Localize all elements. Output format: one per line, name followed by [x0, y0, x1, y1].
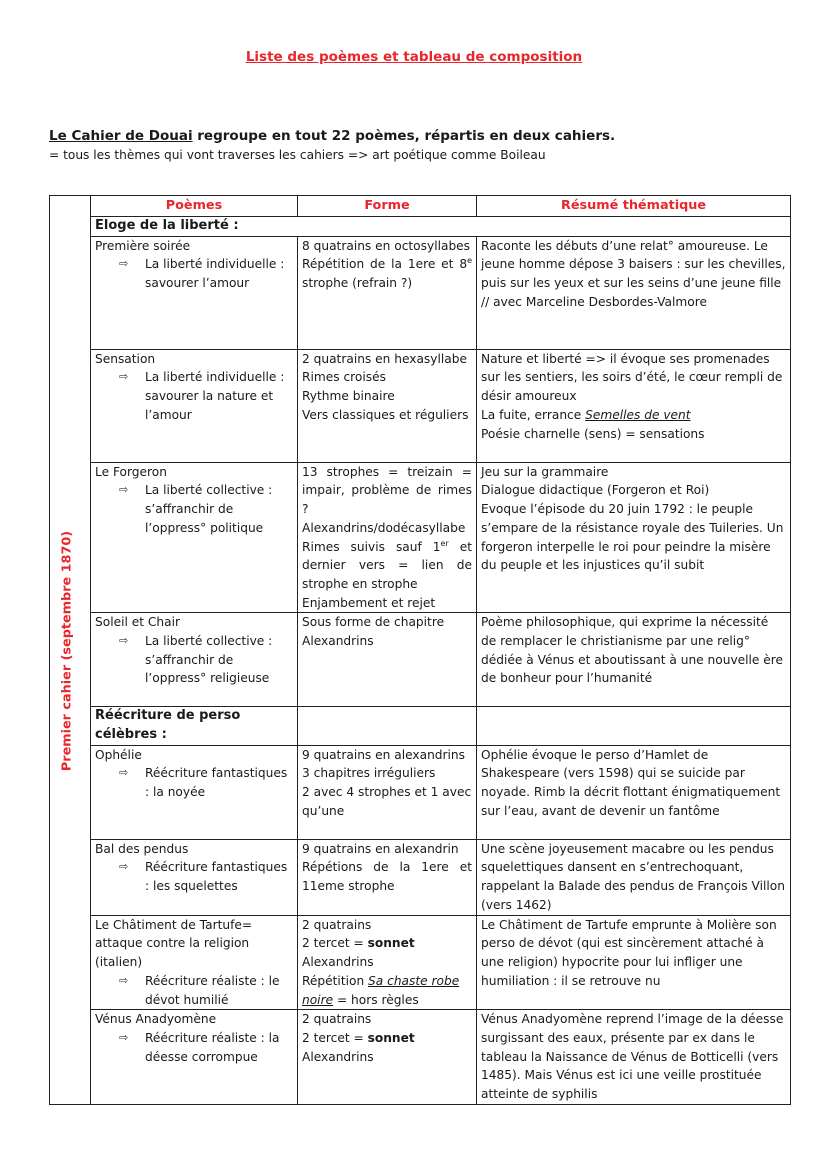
table-row — [50, 236, 791, 349]
section-row — [50, 707, 791, 745]
poem-cell — [91, 236, 298, 349]
intro — [49, 128, 809, 162]
table-row — [50, 745, 791, 839]
forme-cell — [298, 349, 477, 462]
poem-subtitle: La liberté individuelle : savourer l’amour — [145, 257, 285, 291]
table-row — [50, 915, 791, 1010]
forme-cell — [298, 462, 477, 613]
poem-name: Ophélie — [95, 747, 142, 762]
arrow-icon: ⇨ — [119, 634, 129, 648]
forme-line: Alexandrins/dodécasyllabe — [302, 520, 466, 535]
forme-line: Sous forme de chapitre — [302, 615, 445, 630]
forme-cell — [298, 613, 477, 707]
arrow-icon: ⇨ — [119, 370, 129, 384]
page-title: Liste des poèmes et tableau de composition — [245, 49, 583, 65]
poem-name: Soleil et Chair — [95, 615, 180, 630]
resume-line: Raconte les débuts d’une relat° amoureuse. Le jeune homme dépose 3 baisers : sur les chevilles, puis sur les yeux et sur les seins d’une jeune fille — [481, 238, 786, 291]
poem-subtitle: Réécriture réaliste : le dévot humilié — [145, 973, 280, 1007]
forme-line: 3 chapitres irréguliers — [302, 766, 436, 781]
col-header-resume: Résumé thématique — [477, 196, 791, 217]
resume-line: Dialogue didactique (Forgeron et Roi) — [481, 483, 710, 498]
table-row — [50, 1010, 791, 1105]
intro-heading-rest: regroupe en tout 22 poèmes, répartis en deux cahiers. — [192, 128, 616, 144]
forme-cell — [298, 745, 477, 839]
poem-name: Bal des pendus — [95, 841, 189, 856]
resume-line: La fuite, errance Semelles de vent — [481, 407, 691, 422]
section-title: Réécriture de perso célèbres : — [91, 707, 298, 745]
arrow-icon: ⇨ — [119, 860, 129, 874]
poem-subtitle: La liberté collective : s’affranchir de l’oppress° religieuse — [145, 634, 273, 686]
arrow-icon: ⇨ — [119, 483, 129, 497]
poem-subtitle: La liberté collective : s’affranchir de l’oppress° politique — [145, 483, 273, 535]
table-row — [50, 839, 791, 915]
poem-cell — [91, 613, 298, 707]
poem-name: Première soirée — [95, 238, 191, 253]
forme-line: 2 avec 4 strophes et 1 avec qu’une — [302, 785, 472, 818]
intro-heading-title: Le Cahier de Douai — [49, 128, 193, 144]
forme-cell — [298, 1010, 477, 1105]
poem-name: Le Forgeron — [95, 464, 167, 479]
intro-subtitle: = tous les thèmes qui vont traverses les cahiers => art poétique comme Boileau — [49, 148, 546, 162]
forme-line: 2 tercet = sonnet — [302, 936, 415, 951]
poem-cell — [91, 839, 298, 915]
forme-line: Rimes suivis sauf 1er et dernier vers = lien de strophe en strophe — [302, 538, 472, 591]
col-header-forme: Forme — [298, 196, 477, 217]
resume-cell — [477, 462, 791, 613]
resume-line: Poésie charnelle (sens) = sensations — [481, 426, 705, 441]
poem-name: Sensation — [95, 351, 156, 366]
poem-cell — [91, 1010, 298, 1105]
forme-line: Répétition Sa chaste robe noire = hors règles — [302, 973, 460, 1007]
forme-line: 2 quatrains en hexasyllabe — [302, 351, 467, 366]
forme-line: Alexandrins — [302, 955, 374, 970]
forme-cell — [298, 839, 477, 915]
empty-cell — [298, 707, 477, 745]
resume-line: Nature et liberté => il évoque ses promenades sur les sentiers, les soirs d’été, le cœur rempli de désir amoureux — [481, 351, 783, 404]
poem-cell — [91, 462, 298, 613]
poem-subtitle: La liberté individuelle : savourer la nature et l’amour — [145, 370, 285, 422]
forme-line: 2 quatrains — [302, 1012, 372, 1027]
forme-line: Rimes croisés — [302, 370, 386, 385]
resume-cell — [477, 1010, 791, 1105]
intro-heading — [49, 128, 809, 144]
table-row — [50, 613, 791, 707]
forme-line: Vers classiques et réguliers — [302, 407, 469, 422]
poem-cell — [91, 745, 298, 839]
resume-line: Une scène joyeusement macabre ou les pendus squelettiques dansent en s’entrechoquant, rappelant la Balade des pendus de François Villon (vers 1462) — [481, 841, 785, 912]
forme-cell — [298, 915, 477, 1010]
resume-line: // avec Marceline Desbordes-Valmore — [481, 294, 707, 309]
forme-line: 9 quatrains en alexandrins — [302, 747, 465, 762]
poem-subtitle: Réécriture fantastiques : les squelettes — [145, 860, 288, 894]
arrow-icon: ⇨ — [119, 257, 129, 271]
poem-name: Vénus Anadyomène — [95, 1012, 217, 1027]
resume-cell — [477, 839, 791, 915]
section-title: Eloge de la liberté : — [91, 217, 791, 237]
resume-cell — [477, 745, 791, 839]
poem-cell — [91, 915, 298, 1010]
resume-cell — [477, 349, 791, 462]
forme-line: Enjambement et rejet — [302, 595, 436, 610]
empty-cell — [477, 707, 791, 745]
resume-line: Evoque l’épisode du 20 juin 1792 : le peuple s’empare de la résistance royale des Tuileries. Un forgeron interpelle le roi pour peindre la misère du peuple et les injustices qu’il subit — [481, 502, 784, 573]
section-row — [50, 217, 791, 237]
side-label: Premier cahier (septembre 1870) — [59, 530, 75, 772]
resume-cell — [477, 915, 791, 1010]
arrow-icon: ⇨ — [119, 973, 129, 987]
col-header-poemes: Poèmes — [91, 196, 298, 217]
resume-line: Poème philosophique, qui exprime la nécessité de remplacer le christianisme par une relig° dédiée à Vénus et aboutissant à une nouvelle ère de bonheur pour l’humanité — [481, 615, 784, 686]
forme-line: Alexandrins — [302, 1049, 374, 1064]
resume-line: Jeu sur la grammaire — [481, 464, 609, 479]
arrow-icon: ⇨ — [119, 766, 129, 780]
forme-line: 2 tercet = sonnet — [302, 1030, 415, 1045]
table-row — [50, 462, 791, 613]
poem-name: Le Châtiment de Tartufe= attaque contre la religion (italien) — [95, 917, 253, 970]
forme-line: 2 quatrains — [302, 917, 372, 932]
resume-line: Vénus Anadyomène reprend l’image de la déesse surgissant des eaux, présente par ex dans le tableau la Naissance de Vénus de Botticelli (vers 1485). Mais Vénus est ici une veille prostituée atteinte de syphilis — [481, 1012, 784, 1102]
forme-line: 9 quatrains en alexandrin — [302, 841, 459, 856]
forme-cell — [298, 236, 477, 349]
side-label-cell — [50, 196, 91, 1105]
resume-line: Le Châtiment de Tartufe emprunte à Molière son perso de dévot (qui est sincèrement attaché à une religion) hypocrite pour lui infliger une humiliation : il se retrouve nu — [481, 917, 777, 988]
composition-table — [49, 195, 791, 1105]
table-row — [50, 349, 791, 462]
poem-cell — [91, 349, 298, 462]
arrow-icon: ⇨ — [119, 1030, 129, 1044]
poem-subtitle: Réécriture réaliste : la déesse corrompue — [145, 1030, 280, 1064]
forme-line: Rythme binaire — [302, 389, 395, 404]
forme-line: Répétions de la 1ere et 11eme strophe — [302, 860, 472, 894]
resume-cell — [477, 613, 791, 707]
table-header-row — [50, 196, 791, 217]
forme-line: 8 quatrains en octosyllabes — [302, 238, 471, 253]
resume-cell — [477, 236, 791, 349]
forme-line: Répétition de la 1ere et 8e strophe (refrain ?) — [302, 256, 472, 291]
forme-line: Alexandrins — [302, 634, 374, 649]
forme-line: 13 strophes = treizain = impair, problème de rimes ? — [302, 464, 472, 517]
poem-subtitle: Réécriture fantastiques : la noyée — [145, 766, 288, 800]
resume-line: Ophélie évoque le perso d’Hamlet de Shakespeare (vers 1598) qui se suicide par noyade. Rimb la décrit flottant énigmatiquement sur l’eau, avant de devenir un fantôme — [481, 747, 781, 818]
